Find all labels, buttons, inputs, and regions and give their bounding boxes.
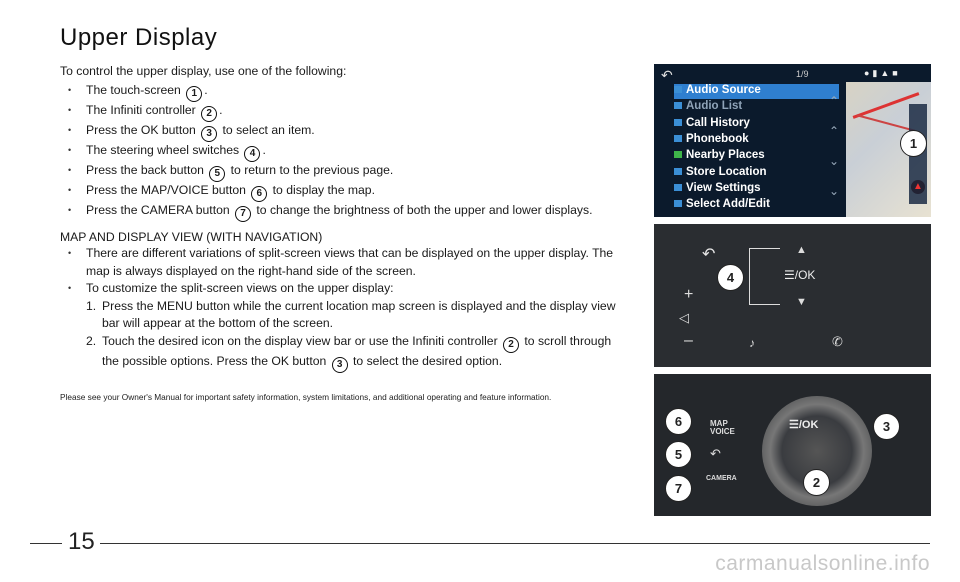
camera-label: CAMERA — [706, 475, 737, 482]
callout-number: 3 — [201, 126, 217, 142]
menu-item-label: Store Location — [686, 165, 767, 178]
menu-item — [674, 149, 839, 164]
page-title: Upper Display — [60, 24, 218, 51]
callout-7: 7 — [666, 476, 691, 501]
callout-3: 3 — [874, 414, 899, 439]
down-arrow-icon: ▼ — [796, 296, 807, 308]
speaker-icon: ◁ — [679, 310, 689, 325]
callout-1: 1 — [901, 131, 926, 156]
back-arrow-icon: ↶ — [702, 246, 716, 263]
ok-label: /OK — [798, 419, 819, 431]
item-text: The steering wheel switches — [86, 143, 243, 157]
callout-number: 7 — [235, 206, 251, 222]
menu-item — [674, 117, 839, 132]
item-text: Touch the desired icon on the display view bar or use the Infiniti controller — [102, 333, 502, 348]
controller-ok-label: ☰/OK — [789, 419, 819, 431]
menu-item-label: Call History — [686, 116, 750, 129]
menu-item-label: Select Add/Edit — [686, 198, 770, 211]
voice-icon: ♪ — [749, 336, 755, 350]
blue-marker-icon — [674, 119, 682, 126]
nav-section — [60, 230, 620, 373]
step-number: 1. — [86, 298, 97, 313]
list-item — [60, 162, 620, 182]
menu-item — [674, 133, 839, 148]
back-arrow-icon: ↶ — [710, 446, 721, 461]
footer-rule-right — [100, 543, 930, 544]
item-text: . — [204, 83, 208, 97]
intro-text: To control the upper display, use one of the following: — [60, 64, 347, 78]
list-item — [60, 182, 620, 202]
item-text: button — [192, 203, 234, 217]
item-text: Press the — [86, 203, 141, 217]
step-item — [86, 333, 620, 373]
button-name: OK — [140, 123, 159, 137]
menu-item-label: View Settings — [686, 181, 761, 194]
step-item — [86, 298, 620, 333]
map-route — [857, 114, 915, 131]
section-bullet-list — [60, 245, 620, 298]
menu-item — [674, 198, 839, 213]
blue-marker-icon — [674, 86, 682, 93]
item-text: button while the current location map screen is displayed and the display view bar will appear at the bottom of the screen. — [102, 298, 616, 330]
item-text: to change the brightness of both the upper and lower displays. — [253, 203, 593, 217]
status-icons: ●▮▲■ — [864, 68, 901, 78]
callout-4: 4 — [718, 265, 743, 290]
item-text: Press the — [102, 298, 157, 313]
control-methods-list — [60, 82, 620, 222]
blue-marker-icon — [674, 200, 682, 207]
callout-number: 2 — [503, 337, 519, 353]
controller-photo — [654, 374, 931, 516]
map-label: MAP — [710, 419, 728, 428]
list-item — [60, 102, 620, 122]
menu-item — [674, 84, 839, 99]
item-text: button — [208, 183, 250, 197]
back-arrow-icon: ↶ — [661, 67, 673, 83]
list-item — [60, 82, 620, 102]
blue-marker-icon — [674, 135, 682, 142]
watermark: carmanualsonline.info — [715, 552, 930, 575]
callout-number: 3 — [332, 357, 348, 373]
green-marker-icon — [674, 151, 682, 158]
section-heading: MAP AND DISPLAY VIEW (WITH NAVIGATION) — [60, 230, 323, 244]
voice-label: VOICE — [710, 427, 735, 436]
menu-item-label: Audio Source — [686, 84, 761, 96]
safety-note: Please see your Owner's Manual for important safety information, system limitations, and additional operating and feature information. — [60, 392, 552, 402]
ok-label: /OK — [794, 268, 816, 282]
callout-number: 2 — [201, 106, 217, 122]
item-text: Press the — [86, 123, 141, 137]
item-text: to display the map. — [269, 183, 375, 197]
upper-display-photo — [654, 64, 931, 217]
compass-icon: ▲ — [911, 180, 925, 194]
callout-number: 6 — [251, 186, 267, 202]
menu-item — [674, 182, 839, 197]
list-item: • There are different variations of split-screen views that can be displayed on the upper display. The map is always displayed on the right-hand side of the screen. — [60, 245, 620, 280]
blue-marker-icon — [674, 168, 682, 175]
item-text: button — [158, 123, 200, 137]
callout-2: 2 — [804, 470, 829, 495]
minus-icon: – — [684, 332, 693, 349]
item-text: to return to the previous page. — [227, 163, 394, 177]
item-text: The touch-screen — [86, 83, 185, 97]
item-text: to select the desired option. — [349, 353, 503, 368]
menu-ok-label: ☰/OK — [784, 268, 816, 282]
item-text: The Infiniti controller — [86, 103, 200, 117]
list-item — [60, 202, 620, 222]
callout-6: 6 — [666, 409, 691, 434]
list-item — [60, 122, 620, 142]
list-item: • To customize the split-screen views on the upper display: — [60, 280, 620, 298]
scroll-controls: ⌃ ⌃ ⌄ ⌄ — [828, 94, 840, 198]
callout-number: 4 — [244, 146, 260, 162]
steps-list — [86, 298, 620, 373]
callout-number: 5 — [209, 166, 225, 182]
footer-rule-left — [30, 543, 62, 544]
callout-5: 5 — [666, 442, 691, 467]
item-text: Press the back button — [86, 163, 208, 177]
item-text: to select an item. — [219, 123, 315, 137]
callout-number: 1 — [186, 86, 202, 102]
bracket-line — [749, 248, 780, 305]
menu-item — [674, 166, 839, 181]
button-name: CAMERA — [140, 203, 193, 217]
menu-item-label: Audio List — [686, 100, 743, 113]
blue-marker-icon — [674, 102, 682, 109]
item-text: to scroll through the possible options. Press the — [102, 333, 612, 368]
plus-icon: + — [684, 286, 694, 303]
button-name: OK — [271, 353, 289, 368]
up-arrow-icon: ▲ — [796, 244, 807, 256]
item-text: . — [219, 103, 223, 117]
button-name: MAP/VOICE — [140, 183, 209, 197]
menu-item-label: Phonebook — [686, 132, 749, 145]
item-text: . — [262, 143, 266, 157]
page-number: 15 — [68, 528, 95, 555]
button-name: MENU — [156, 298, 193, 313]
steering-wheel-photo — [654, 224, 931, 367]
phone-icon: ✆ — [832, 334, 843, 349]
menu-item — [674, 100, 839, 115]
item-text: button — [288, 353, 330, 368]
step-number: 2. — [86, 333, 97, 348]
blue-marker-icon — [674, 184, 682, 191]
page-indicator: 1/9 — [796, 69, 809, 79]
menu-item-label: Nearby Places — [686, 149, 765, 162]
list-item — [60, 142, 620, 162]
map-voice-label — [710, 420, 735, 436]
item-text: Press the — [86, 183, 141, 197]
